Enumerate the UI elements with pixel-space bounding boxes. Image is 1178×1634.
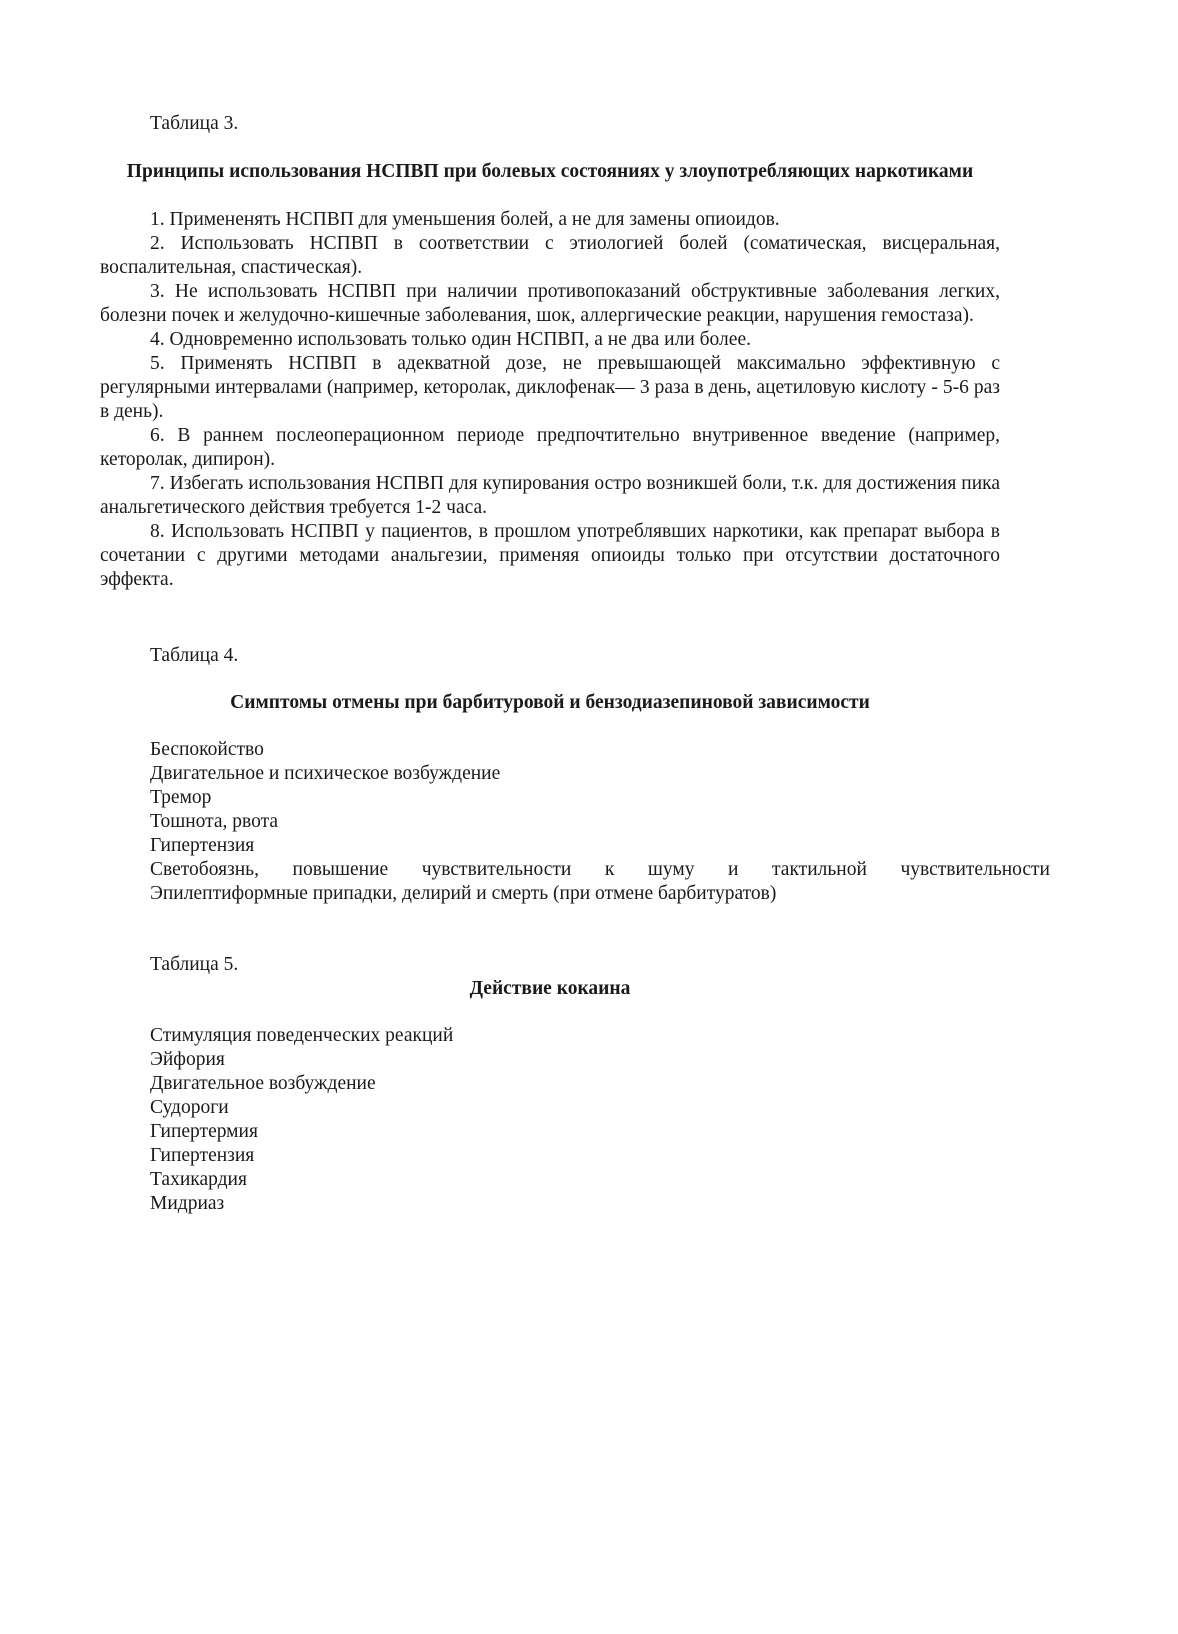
- effect-item: Тахикардия: [150, 1169, 247, 1190]
- effect-item: Двигательное возбуждение: [150, 1073, 376, 1094]
- symptom-item: Светобоязнь, повышение чувствительности к шуму и тактильной чувствительности: [150, 859, 1050, 880]
- effect-item: Судороги: [150, 1097, 229, 1118]
- principle-item-3: 3. Не использовать НСПВП при наличии противопоказаний обструктивные заболевания легких, болезни почек и желудочно-кишечные заболевания, шок, аллергические реакции, нарушения гемостаза).: [100, 281, 1000, 326]
- effect-item: Стимуляция поведенческих реакций: [150, 1025, 454, 1046]
- principle-item-5: 5. Применять НСПВП в адекватной дозе, не превышающей максимально эффективную с регулярными интервалами (например, кеторолак, диклофенак— 3 раза в день, ацетиловую кислоту - 5-6 раз в день).: [100, 353, 1000, 422]
- table-4-caption: Таблица 4.: [150, 645, 239, 666]
- table-4-symptoms-list: [100, 738, 1050, 906]
- symptom-item: Двигательное и психическое возбуждение: [150, 763, 501, 784]
- symptom-item: Беспокойство: [150, 739, 264, 760]
- table-5-caption: Таблица 5.: [150, 954, 239, 975]
- effect-item: Мидриаз: [150, 1193, 225, 1214]
- principle-item-6: 6. В раннем послеоперационном периоде предпочтительно внутривенное введение (например, кеторолак, дипирон).: [100, 425, 1000, 470]
- principle-item-4: 4. Одновременно использовать только один НСПВП, а не два или более.: [150, 329, 751, 350]
- principle-item-8: 8. Использовать НСПВП у пациентов, в прошлом употреблявших наркотики, как препарат выбора в сочетании с другими методами анальгезии, применяя опиоиды только при отсутствии достаточного эффекта.: [100, 521, 1000, 590]
- table-3-principles-list: [100, 208, 1000, 592]
- principle-item-2: 2. Использовать НСПВП в соответствии с этиологией болей (соматическая, висцеральная, воспалительная, спастическая).: [100, 233, 1000, 278]
- effect-item: Эйфория: [150, 1049, 225, 1070]
- principle-item-7: 7. Избегать использования НСПВП для купирования остро возникшей боли, т.к. для достижения пика анальгетического действия требуется 1-2 часа.: [100, 473, 1000, 518]
- table-3-caption: Таблица 3.: [150, 113, 239, 134]
- symptom-item: Тошнота, рвота: [150, 811, 279, 832]
- symptom-item: Тремор: [150, 787, 212, 808]
- table-3-title: Принципы использования НСПВП при болевых состояниях у злоупотребляющих наркотиками: [126, 161, 974, 182]
- table-4-title: Симптомы отмены при барбитуровой и бензодиазепиновой зависимости: [230, 692, 870, 713]
- principle-item-1: 1. Примененять НСПВП для уменьшения болей, а не для замены опиоидов.: [150, 209, 780, 230]
- effect-item: Гипертензия: [150, 1145, 255, 1166]
- symptom-item: Гипертензия: [150, 835, 255, 856]
- table-5-title: Действие кокаина: [469, 978, 631, 999]
- table-5-effects-list: [100, 1024, 1050, 1216]
- effect-item: Гипертермия: [150, 1121, 258, 1142]
- symptom-item: Эпилептиформные припадки, делирий и смерть (при отмене барбитуратов): [150, 883, 777, 904]
